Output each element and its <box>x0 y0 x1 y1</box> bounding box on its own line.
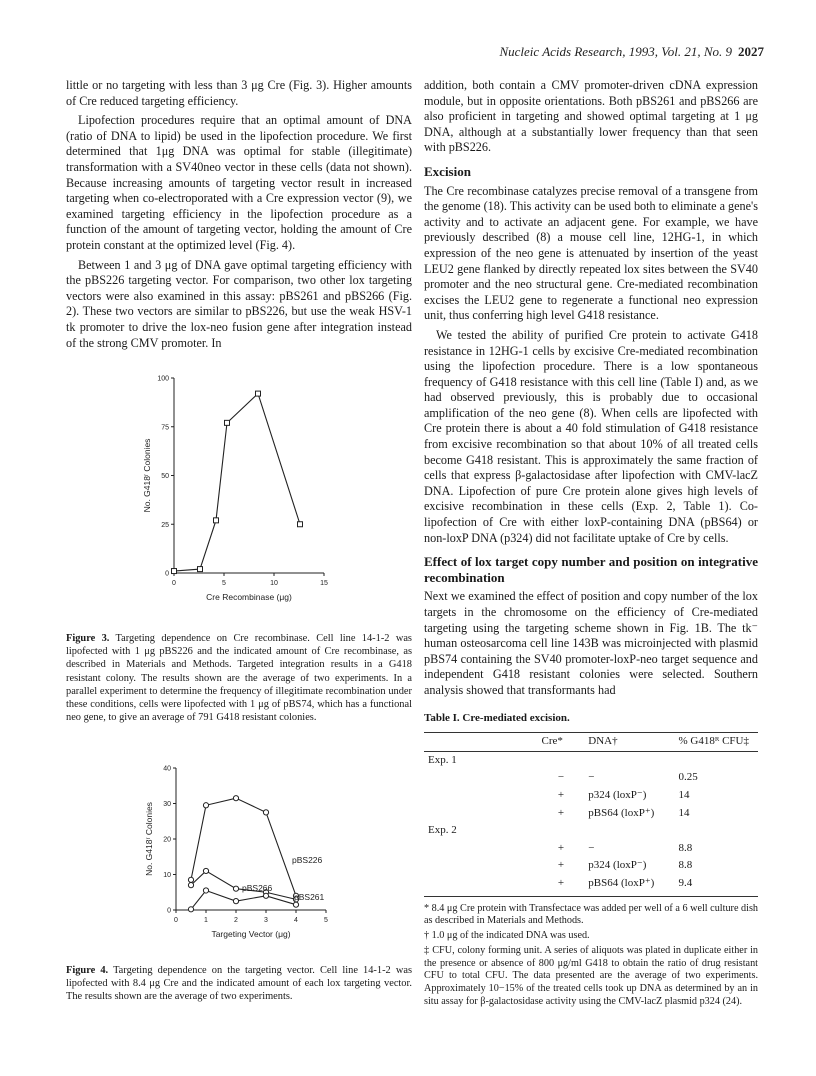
journal-citation: Nucleic Acids Research, 1993, Vol. 21, No. 9 <box>499 44 732 59</box>
x-tick-label: 5 <box>324 917 328 924</box>
footnote: * 8.4 μg Cre protein with Transfectace was added per well of a 6 well culture dish as described in Materials and Methods. <box>424 902 758 927</box>
data-point <box>225 420 230 425</box>
paragraph: Lipofection procedures require that an optimal amount of DNA (ratio of DNA to lipid) be used in the lipofection procedure. We first determined that 1μg DNA was optimal for stable (illegitimate) transformation with a SV40neo vector in these cells (data not shown). Because increasing amounts of targeting vector result in increased targeting when co-electroporated with a Cre expression vector (9), we examined targeting efficiency in the lipofection procedure as a function of the amount of targeting vector, holding the amount of Cre protein constant at the optimized level (Fig. 4). <box>66 113 412 252</box>
data-point <box>203 803 208 808</box>
table-cell <box>674 751 758 769</box>
table-cell: pBS64 (loxP⁺) <box>588 876 655 889</box>
table-cell <box>538 822 585 840</box>
y-tick-label: 0 <box>167 907 171 915</box>
table-cell <box>424 875 538 893</box>
table-cell: − <box>557 771 565 784</box>
y-tick-label: 25 <box>161 521 169 529</box>
y-axis-label: No. G418ʳ Colonies <box>144 802 154 876</box>
table-cell <box>424 769 538 787</box>
paragraph: We tested the ability of purified Cre protein to activate G418 resistance in 12HG-1 cells by excisive Cre-mediated recombination using the lipofection procedure. There is a low spontaneous frequency of G418 resistance with this cell line (Table I) and, as we had observed previously, this is probably due to occasional amplification of the neo gene (8). When cells are lipofected with Cre protein there is about a 40 fold stimulation of G418 resistance from excisive recombination so that about 10% of all treated cells become G418 resistant. This is approximately the same fraction of cells that express β-galactosidase after lipofection with CMV-lacZ DNA. Lipofection of pure Cre protein alone gives high levels of excisive recombination in these cells (Exp. 2, Table 1). Co-lipofection of Cre with either loxP-containing DNA (pBS64) or non-loxP DNA (p324) did not facilitate uptake of Cre by cells. <box>424 327 758 545</box>
table-cell: − <box>588 771 595 784</box>
caption-text: Targeting dependence on the targeting vector. Cell line 14-1-2 was lipofected with 8.4 μg Cre and the indicated amount of each lox targeting vector. The results shown are the average of two experiments. <box>66 965 412 1003</box>
table-row <box>424 875 758 893</box>
table-cell <box>424 787 538 805</box>
paragraph: little or no targeting with less than 3 μg Cre (Fig. 3). Higher amounts of Cre reduced targeting efficiency. <box>66 78 412 108</box>
y-tick-label: 75 <box>161 424 169 432</box>
footnote: † 1.0 μg of the indicated DNA was used. <box>424 930 590 942</box>
figure-4-svg <box>130 760 360 946</box>
paragraph: addition, both contain a CMV promoter-driven cDNA expression module, but in opposite orientations. Both pBS261 and pBS266 are also proficient in targeting and showed optimal targeting at 1 μg DNA, although at a substantially lower frequency than that seen with pBS226. <box>424 78 758 155</box>
table-cell: + <box>557 788 565 801</box>
table-cell: 8.8 <box>678 859 693 872</box>
x-tick-label: 3 <box>264 917 268 924</box>
table-cell: 0.25 <box>678 771 698 784</box>
data-point <box>198 567 203 572</box>
table-row <box>424 805 758 823</box>
data-point <box>172 569 177 574</box>
data-point <box>188 907 193 912</box>
table-cell: 9.4 <box>678 876 693 889</box>
series-label: pBS266 <box>242 883 273 893</box>
y-tick-label: 20 <box>163 836 171 844</box>
table-cell <box>424 805 538 823</box>
section-heading-excision: Excision <box>424 163 471 179</box>
table-1-grid <box>424 732 758 892</box>
x-tick-label: 5 <box>222 580 226 587</box>
section-heading-effect: Effect of lox target copy number and position on integrative recombination <box>424 554 758 585</box>
table-cell: pBS64 (loxP⁺) <box>588 806 655 819</box>
table-cell <box>538 751 585 769</box>
figure-4-caption <box>66 964 412 1004</box>
table-cell: + <box>557 806 565 819</box>
table-cell: + <box>557 859 565 872</box>
footnote: ‡ CFU, colony forming unit. A series of aliquots was plated in duplicate either in the presence or absence of 800 μg/ml G418 to obtain the ratio of drug resistant CFU to total CFU. The data presented are the average of two experiments. Approximately 10−15% of the treated cells took up DNA as determined by an in situ assay for β-galactosidase activity using the CMV-lacZ plasmid p324 (24). <box>424 944 758 1008</box>
table-cell: p324 (loxP⁻) <box>588 859 647 872</box>
data-point <box>203 888 208 893</box>
y-axis-label: No. G418ʳ Colonies <box>142 438 152 513</box>
table-footnotes <box>424 903 758 1009</box>
data-point <box>256 391 261 396</box>
y-tick-label: 10 <box>163 872 171 879</box>
table-1 <box>424 711 758 1009</box>
caption-label: Figure 3. <box>66 633 110 644</box>
figure-4-chart <box>130 760 360 946</box>
table-row <box>424 857 758 875</box>
y-tick-label: 50 <box>161 473 169 480</box>
series-label: pBS261 <box>294 892 325 902</box>
y-tick-label: 0 <box>165 570 169 578</box>
figure-3-caption <box>66 632 412 724</box>
data-point <box>214 518 219 523</box>
page-number: 2027 <box>738 44 764 59</box>
table-cell: 8.8 <box>678 841 693 854</box>
y-tick-label: 40 <box>163 765 171 773</box>
table-cell: 14 <box>678 788 690 801</box>
series-label: pBS226 <box>292 855 323 865</box>
data-point <box>188 877 193 882</box>
table-cell: − <box>588 841 595 854</box>
series-line <box>174 394 300 571</box>
table-row <box>424 751 758 769</box>
x-tick-label: 1 <box>204 917 208 924</box>
figure-3-chart <box>130 368 340 616</box>
table-cell <box>584 822 674 840</box>
left-column <box>66 78 412 355</box>
table-cell: + <box>557 841 565 854</box>
table-cell: Exp. 1 <box>428 753 457 766</box>
table-cell <box>674 822 758 840</box>
table-row <box>424 822 758 840</box>
data-point <box>233 886 238 891</box>
table-cell: Exp. 2 <box>428 824 457 837</box>
caption-text: Targeting dependence on Cre recombinase. Cell line 14-1-2 was lipofected with 1 μg pBS226 and the indicated amount of Cre recombinase, as described in Materials and Methods. Targeted integration results in a G418 resistant colony. The results shown are the average of two experiments. In a parallel experiment to determine the frequency of illegitimate recombination under these conditions, cells were lipofected with 1 μg of pBS74, which has a functional neo gene, to give an average of 791 G418 resistant colonies. <box>66 633 412 724</box>
table-row <box>424 787 758 805</box>
table-header: Cre* <box>541 735 563 748</box>
x-axis-label: Targeting Vector (μg) <box>211 929 291 939</box>
table-cell: p324 (loxP⁻) <box>588 788 647 801</box>
x-tick-label: 15 <box>320 580 328 587</box>
table-header: % G418ᴿ CFU‡ <box>678 735 749 748</box>
x-axis-label: Cre Recombinase (μg) <box>206 592 292 602</box>
data-point <box>263 810 268 815</box>
y-tick-label: 30 <box>163 801 171 808</box>
data-point <box>233 899 238 904</box>
table-row <box>424 769 758 787</box>
data-point <box>293 902 298 907</box>
paragraph: The Cre recombinase catalyzes precise removal of a transgene from the genome (18). This activity can be used both to eliminate a gene's activity and to activate an adjacent gene. For example, we have previously described (8) a mouse cell line, 12HG-1, in which expression of the neo gene is attenuated by insertion of the yeast LEU2 gene flanked by directly repeated lox sites between the SV40 promoter and the neo structural gene. Cre-mediated recombination excises the LEU2 gene to regenerate a functional neo expression unit, thus conferring high level G418 resistance. <box>424 183 758 323</box>
data-point <box>203 868 208 873</box>
caption-label: Figure 4. <box>66 965 109 976</box>
x-tick-label: 0 <box>174 917 178 924</box>
table-header <box>424 733 538 752</box>
table-row <box>424 840 758 858</box>
paragraph: Next we examined the effect of position and copy number of the lox targets in the chromosome on the efficiency of Cre-mediated targeting using the targeting scheme shown in Fig. 1B. The tk⁻ human osteosarcoma cell line 143B was microinjected with plasmid pBS74 containing the SV40 promoter-loxP-neo target sequence and independent G418 resistant colonies were selected. Southern analysis showed that transformants had <box>424 589 758 697</box>
data-point <box>233 796 238 801</box>
data-point <box>298 522 303 527</box>
data-point <box>188 883 193 888</box>
data-point <box>263 893 268 898</box>
series-line <box>191 798 296 896</box>
table-cell: + <box>557 876 565 889</box>
figure-3-svg <box>130 368 340 616</box>
x-tick-label: 10 <box>270 580 278 587</box>
right-column <box>424 78 758 1011</box>
table-cell <box>424 857 538 875</box>
paragraph: Between 1 and 3 μg of DNA gave optimal targeting efficiency with the pBS226 targeting vector. For comparison, two other lox targeting vectors were also examined in this assay: pBS261 and pBS266 (Fig. 2). These two vectors are similar to pBS226, but use the weak HSV-1 tk promoter to drive the lox-neo fusion gene after integration instead of the strong CMV promoter. In <box>66 257 412 350</box>
table-title: Table I. Cre-mediated excision. <box>424 711 570 724</box>
table-header: DNA† <box>588 735 618 748</box>
x-tick-label: 2 <box>234 917 238 924</box>
x-tick-label: 0 <box>172 580 176 587</box>
table-cell <box>424 840 538 858</box>
table-cell: 14 <box>678 806 690 819</box>
table-cell <box>584 751 674 769</box>
x-tick-label: 4 <box>294 917 298 924</box>
running-header <box>499 44 764 60</box>
y-tick-label: 100 <box>157 375 169 383</box>
